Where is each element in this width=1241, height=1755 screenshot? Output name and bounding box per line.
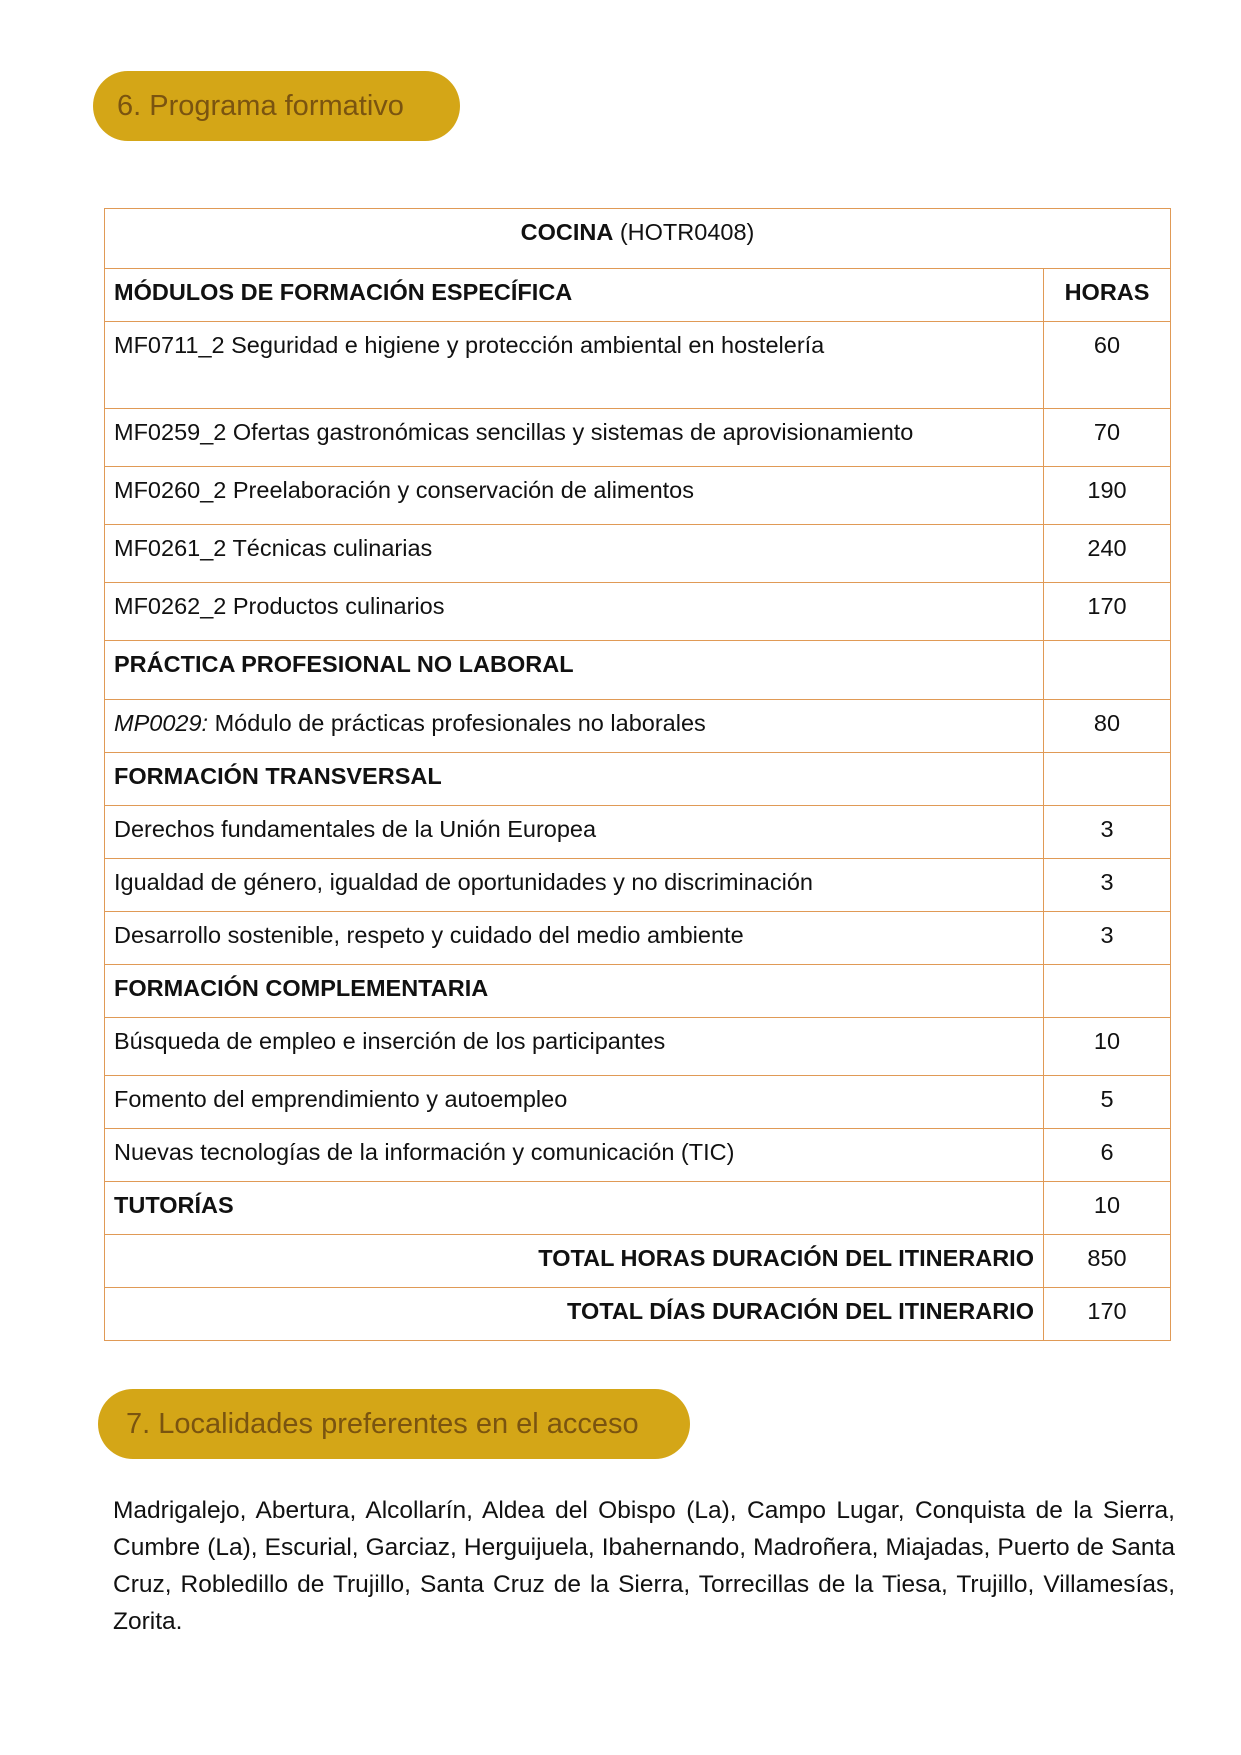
practice-header-row <box>105 641 1171 700</box>
module-label: MF0261_2 Técnicas culinarias <box>105 525 1044 583</box>
complementary-label: Nuevas tecnologías de la información y comunicación (TIC) <box>105 1129 1044 1182</box>
localities-paragraph: Madrigalejo, Abertura, Alcollarín, Aldea del Obispo (La), Campo Lugar, Conquista de la Sierra, Cumbre (La), Escurial, Garciaz, Herguijuela, Ibahernando, Madroñera, Miajadas, Puerto de Santa Cruz, Robledillo de Trujillo, Santa Cruz de la Sierra, Torrecillas de la Tiesa, Trujillo, Villamesías, Zorita. <box>113 1497 1175 1635</box>
course-name: COCINA <box>520 219 614 245</box>
module-hours: 70 <box>1044 409 1171 467</box>
total-days-row <box>105 1288 1171 1341</box>
transversal-hours: 3 <box>1044 912 1171 965</box>
module-label: MF0711_2 Seguridad e higiene y protección ambiental en hostelería <box>105 322 1044 409</box>
table-row <box>105 700 1171 753</box>
section-7-heading <box>98 1389 690 1459</box>
empty-hours-cell <box>1044 641 1171 700</box>
complementary-hours: 6 <box>1044 1129 1171 1182</box>
table-header-row <box>105 269 1171 322</box>
total-hours-row <box>105 1235 1171 1288</box>
table-row <box>105 1129 1171 1182</box>
module-hours: 60 <box>1044 322 1171 409</box>
tutorias-hours: 10 <box>1044 1182 1171 1235</box>
complementary-header-row <box>105 965 1171 1018</box>
table-row <box>105 409 1171 467</box>
table-row <box>105 912 1171 965</box>
empty-hours-cell <box>1044 753 1171 806</box>
table-row <box>105 322 1171 409</box>
section-7-title: 7. Localidades preferentes en el acceso <box>126 1407 639 1440</box>
transversal-label: Igualdad de género, igualdad de oportunidades y no discriminación <box>105 859 1044 912</box>
transversal-header-row <box>105 753 1171 806</box>
module-hours: 170 <box>1044 583 1171 641</box>
table-row <box>105 859 1171 912</box>
training-program-table <box>104 208 1171 1341</box>
total-days-label: TOTAL DÍAS DURACIÓN DEL ITINERARIO <box>105 1288 1044 1341</box>
table-row <box>105 1018 1171 1076</box>
practice-label: Módulo de prácticas profesionales no laborales <box>208 710 706 736</box>
practice-label-cell <box>105 700 1044 753</box>
transversal-hours: 3 <box>1044 806 1171 859</box>
module-label: MF0262_2 Productos culinarios <box>105 583 1044 641</box>
total-hours-label: TOTAL HORAS DURACIÓN DEL ITINERARIO <box>105 1235 1044 1288</box>
practice-header: PRÁCTICA PROFESIONAL NO LABORAL <box>105 641 1044 700</box>
complementary-hours: 5 <box>1044 1076 1171 1129</box>
complementary-label: Búsqueda de empleo e inserción de los participantes <box>105 1018 1044 1076</box>
table-row <box>105 467 1171 525</box>
module-label: MF0260_2 Preelaboración y conservación de alimentos <box>105 467 1044 525</box>
section-6-heading <box>93 71 460 141</box>
table-title-row <box>105 209 1171 269</box>
table-row <box>105 525 1171 583</box>
course-title-cell <box>105 209 1171 269</box>
module-hours: 190 <box>1044 467 1171 525</box>
complementary-hours: 10 <box>1044 1018 1171 1076</box>
course-code: (HOTR0408) <box>613 219 755 245</box>
complementary-header: FORMACIÓN COMPLEMENTARIA <box>105 965 1044 1018</box>
transversal-header: FORMACIÓN TRANSVERSAL <box>105 753 1044 806</box>
table-row <box>105 1076 1171 1129</box>
module-hours: 240 <box>1044 525 1171 583</box>
total-hours-value: 850 <box>1044 1235 1171 1288</box>
tutorias-label: TUTORÍAS <box>105 1182 1044 1235</box>
table-row <box>105 806 1171 859</box>
transversal-label: Derechos fundamentales de la Unión Europea <box>105 806 1044 859</box>
specific-modules-header: MÓDULOS DE FORMACIÓN ESPECÍFICA <box>105 269 1044 322</box>
section-6-title: 6. Programa formativo <box>117 89 404 122</box>
practice-hours: 80 <box>1044 700 1171 753</box>
table-row <box>105 583 1171 641</box>
transversal-hours: 3 <box>1044 859 1171 912</box>
empty-hours-cell <box>1044 965 1171 1018</box>
tutorias-row <box>105 1182 1171 1235</box>
practice-code: MP0029: <box>114 710 209 736</box>
total-days-value: 170 <box>1044 1288 1171 1341</box>
module-label: MF0259_2 Ofertas gastronómicas sencillas y sistemas de aprovisionamiento <box>105 409 1044 467</box>
complementary-label: Fomento del emprendimiento y autoempleo <box>105 1076 1044 1129</box>
transversal-label: Desarrollo sostenible, respeto y cuidado del medio ambiente <box>105 912 1044 965</box>
hours-header: HORAS <box>1044 269 1171 322</box>
